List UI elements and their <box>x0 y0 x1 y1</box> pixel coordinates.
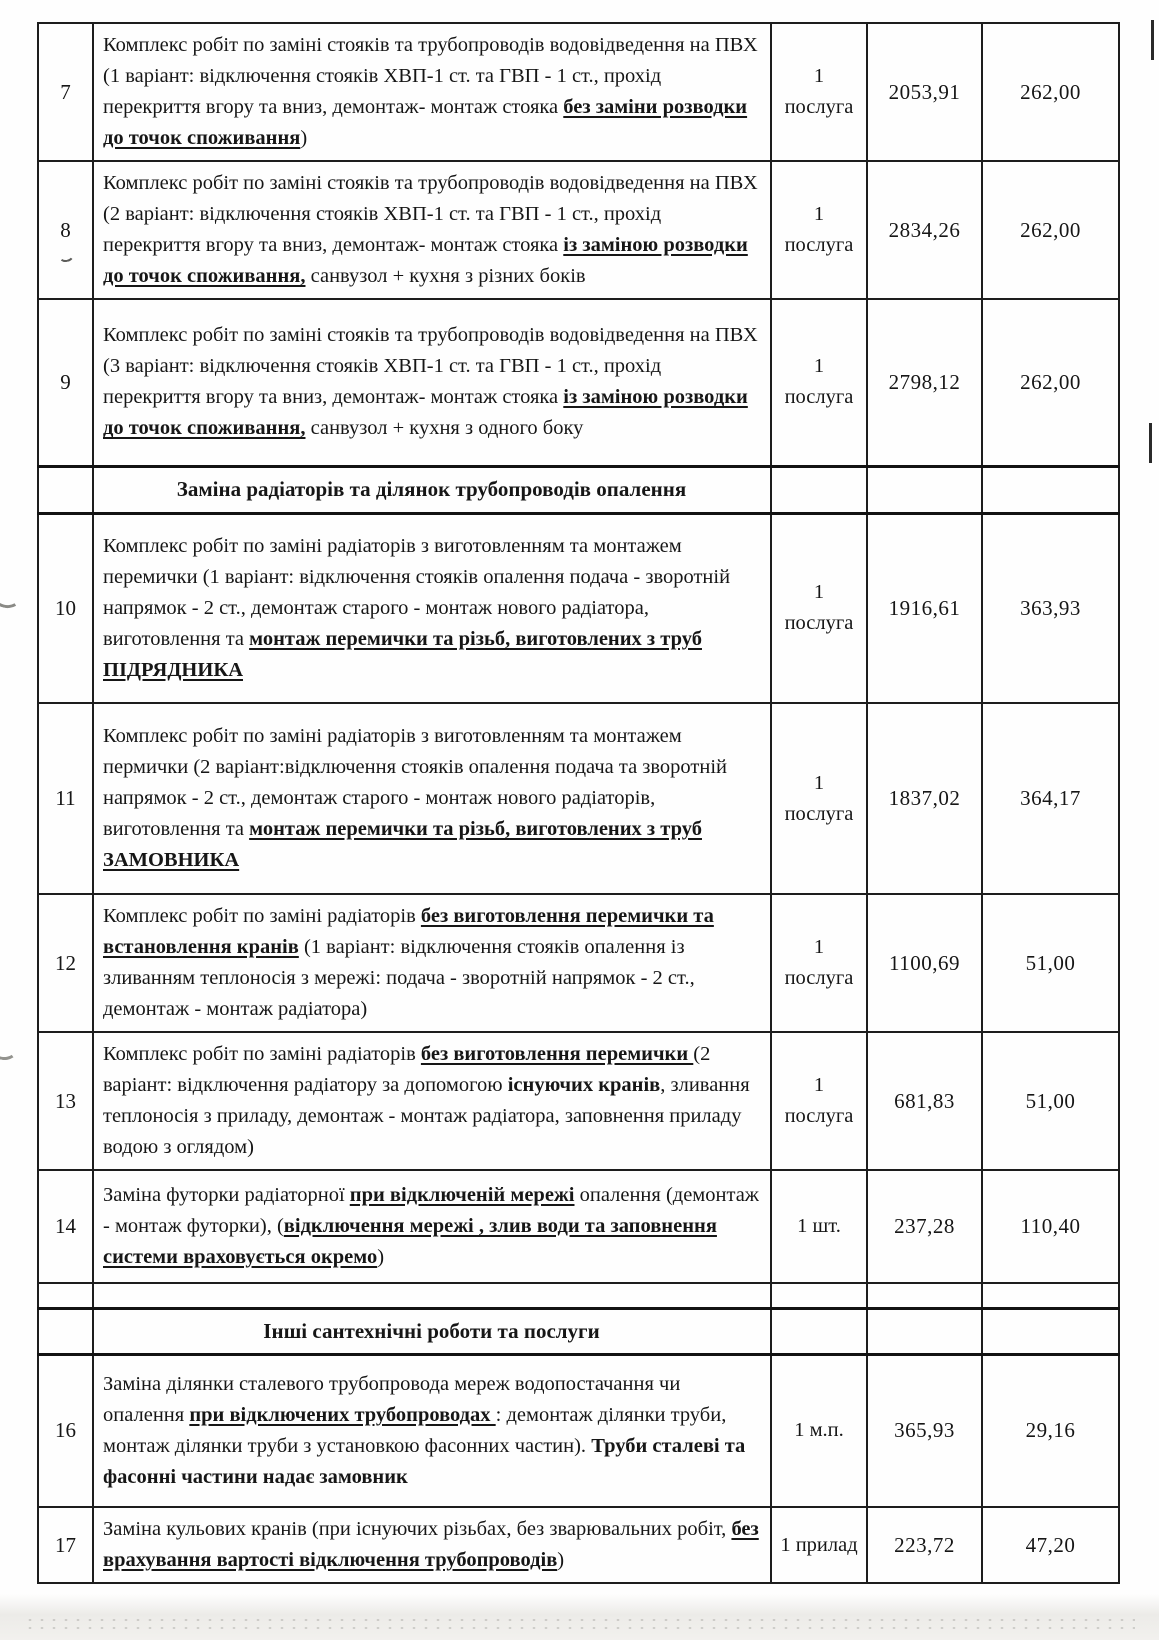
description-text: Заміна кульових кранів (при існуючих різьбах, без зварювальних робіт, <box>103 1518 732 1540</box>
table-row <box>38 1354 1119 1507</box>
description-text: Заміна футорки радіаторної <box>103 1184 350 1206</box>
row-description <box>93 894 771 1032</box>
row-price: 237,28 <box>867 1170 982 1283</box>
description-text: (2 варіант: відключення радіатору за допомогою <box>103 1043 711 1096</box>
row-price: 223,72 <box>867 1507 982 1583</box>
empty-spacer-row <box>38 1283 1119 1308</box>
row-unit: 1 м.п. <box>771 1354 867 1507</box>
table-row <box>38 703 1119 894</box>
row-price: 2798,12 <box>867 299 982 466</box>
row-number: 10 <box>38 513 93 703</box>
table-row <box>38 1507 1119 1583</box>
description-emphasis: Труби сталеві та фасонні частини надає замовник <box>103 1434 746 1488</box>
row-tariff: 364,17 <box>982 703 1119 894</box>
row-description <box>93 1032 771 1170</box>
row-unit: 1 послуга <box>771 1032 867 1170</box>
row-tariff: 51,00 <box>982 1032 1119 1170</box>
table-row <box>38 1170 1119 1283</box>
row-unit: 1 послуга <box>771 513 867 703</box>
description-emphasis: із заміною розводки до точок споживання, <box>103 234 748 287</box>
section-empty-cell <box>867 1308 982 1354</box>
section-empty-cell <box>771 466 867 513</box>
section-empty-cell <box>867 466 982 513</box>
row-tariff: 363,93 <box>982 513 1119 703</box>
table-row <box>38 513 1119 703</box>
section-header-row <box>38 1308 1119 1354</box>
table-row <box>38 1032 1119 1170</box>
description-text: ) <box>300 127 308 149</box>
description-emphasis: відключення мережі , злив води та заповнення системи враховується окремо <box>103 1215 717 1268</box>
section-empty-cell <box>771 1308 867 1354</box>
price-table <box>37 22 1120 1584</box>
table-row <box>38 161 1119 299</box>
row-number: 7 <box>38 23 93 161</box>
row-unit: 1 послуга <box>771 299 867 466</box>
row-unit: 1 шт. <box>771 1170 867 1283</box>
scan-edge-artifact <box>1149 423 1152 463</box>
description-emphasis: монтаж перемички та різьб, виготовлених з труб ПІДРЯДНИКА <box>103 627 702 681</box>
row-tariff: 262,00 <box>982 299 1119 466</box>
row-description <box>93 299 771 466</box>
description-emphasis: існуючих кранів <box>507 1074 661 1096</box>
description-emphasis: без виготовлення перемички <box>420 1043 694 1065</box>
row-tariff: 262,00 <box>982 161 1119 299</box>
row-number: 11 <box>38 703 93 894</box>
description-text: санвузол + кухня з різних боків <box>305 265 586 287</box>
spacer-cell <box>38 1283 93 1308</box>
description-text: Комплекс робіт по заміні стояків та трубопроводів водовідведення на ПВХ (2 варіант: відключення стояків ХВП-1 ст. та ГВП - 1 ст., прохід перекриття вгору та вниз, демонтаж- монтаж стояка <box>103 172 758 256</box>
row-description <box>93 1170 771 1283</box>
spacer-cell <box>93 1283 771 1308</box>
row-description <box>93 513 771 703</box>
row-description <box>93 23 771 161</box>
section-empty-cell <box>982 1308 1119 1354</box>
description-text: , зливання теплоносія з приладу, демонтаж - монтаж радіатора, заповнення приладу водою з оглядом) <box>103 1074 750 1158</box>
row-number: 13 <box>38 1032 93 1170</box>
row-unit: 1 послуга <box>771 703 867 894</box>
description-text: Комплекс робіт по заміні радіаторів <box>103 905 421 927</box>
description-emphasis: без заміни розводки до точок споживання <box>103 96 748 149</box>
spacer-cell <box>867 1283 982 1308</box>
row-number: 14 <box>38 1170 93 1283</box>
section-title: Заміна радіаторів та ділянок трубопроводів опалення <box>93 466 771 513</box>
section-empty-cell <box>38 466 93 513</box>
description-text: Комплекс робіт по заміні радіаторів <box>103 1043 421 1065</box>
description-text: : демонтаж ділянки труби, монтаж ділянки труби з установкою фасонних частин). <box>103 1403 727 1457</box>
description-emphasis: із заміною розводки до точок споживання, <box>103 386 748 440</box>
description-text: Комплекс робіт по заміні радіаторів з виготовленням та монтажем пермички (2 варіант:відключення стояків опалення подача та зворотній напрямок - 2 ст., демонтаж старого - монтаж нового радіаторів, виготовлення та <box>103 725 728 840</box>
section-header-row <box>38 466 1119 513</box>
row-price: 2834,26 <box>867 161 982 299</box>
description-text: Заміна ділянки сталевого трубопровода мереж водопостачання чи опалення <box>103 1372 681 1426</box>
description-emphasis: при відключених трубопроводах <box>189 1403 496 1426</box>
description-text: опалення (демонтаж - монтаж футорки), ( <box>103 1184 759 1237</box>
description-text: Комплекс робіт по заміні стояків та трубопроводів водовідведення на ПВХ (3 варіант: відключення стояків ХВП-1 ст. та ГВП - 1 ст., прохід перекриття вгору та вниз, демонтаж- монтаж стояка <box>103 324 758 409</box>
description-text: Комплекс робіт по заміні радіаторів з виготовленням та монтажем перемички (1 варіант: відключення стояків опалення подача - зворотній напрямок - 2 ст., демонтаж старого - монтаж нового радіатора, виготовлення та <box>103 534 731 650</box>
section-empty-cell <box>38 1308 93 1354</box>
spacer-cell <box>982 1283 1119 1308</box>
row-price: 2053,91 <box>867 23 982 161</box>
row-description <box>93 703 771 894</box>
table-row <box>38 23 1119 161</box>
description-text: Комплекс робіт по заміні стояків та трубопроводів водовідведення на ПВХ (1 варіант: відключення стояків ХВП-1 ст. та ГВП - 1 ст., прохід перекриття вгору та вниз, демонтаж- монтаж стояка <box>103 34 758 118</box>
section-empty-cell <box>982 466 1119 513</box>
description-text: санвузол + кухня з одного боку <box>305 417 584 440</box>
row-tariff: 110,40 <box>982 1170 1119 1283</box>
row-unit: 1 послуга <box>771 161 867 299</box>
table-row <box>38 894 1119 1032</box>
row-tariff: 262,00 <box>982 23 1119 161</box>
description-emphasis: без врахування вартості відключення трубопроводів <box>103 1518 759 1571</box>
description-text: ) <box>557 1549 565 1571</box>
row-number: 17 <box>38 1507 93 1583</box>
description-text: (1 варіант: відключення стояків опалення із зливанням теплоносія з мережі: подача - зворотній напрямок - 2 ст., демонтаж - монтаж радіатора) <box>103 936 695 1020</box>
description-emphasis: без виготовлення перемички та встановлення кранів <box>103 905 714 958</box>
scan-noise-dots <box>24 1616 1135 1632</box>
row-number: 16 <box>38 1354 93 1507</box>
row-unit: 1 послуга <box>771 23 867 161</box>
row-tariff: 29,16 <box>982 1354 1119 1507</box>
row-unit: 1 прилад <box>771 1507 867 1583</box>
pen-mark-artifact <box>0 572 27 611</box>
description-emphasis: при відключеній мережі <box>349 1184 575 1206</box>
row-price: 1837,02 <box>867 703 982 894</box>
row-price: 1100,69 <box>867 894 982 1032</box>
row-number: 12 <box>38 894 93 1032</box>
description-text: ) <box>377 1246 385 1268</box>
description-emphasis: монтаж перемички та різьб, виготовлених з труб ЗАМОВНИКА <box>103 818 702 871</box>
row-number: 8 <box>38 161 93 299</box>
section-title: Інші сантехнічні роботи та послуги <box>93 1308 771 1354</box>
row-number: 9 <box>38 299 93 466</box>
spacer-cell <box>771 1283 867 1308</box>
row-tariff: 47,20 <box>982 1507 1119 1583</box>
pen-mark-artifact <box>0 1027 22 1062</box>
row-description <box>93 1507 771 1583</box>
row-tariff: 51,00 <box>982 894 1119 1032</box>
row-unit: 1 послуга <box>771 894 867 1032</box>
scan-bottom-band <box>0 1594 1159 1640</box>
row-description <box>93 1354 771 1507</box>
scan-edge-artifact <box>1151 20 1154 60</box>
row-description <box>93 161 771 299</box>
row-price: 365,93 <box>867 1354 982 1507</box>
row-price: 681,83 <box>867 1032 982 1170</box>
row-price: 1916,61 <box>867 513 982 703</box>
table-row <box>38 299 1119 466</box>
